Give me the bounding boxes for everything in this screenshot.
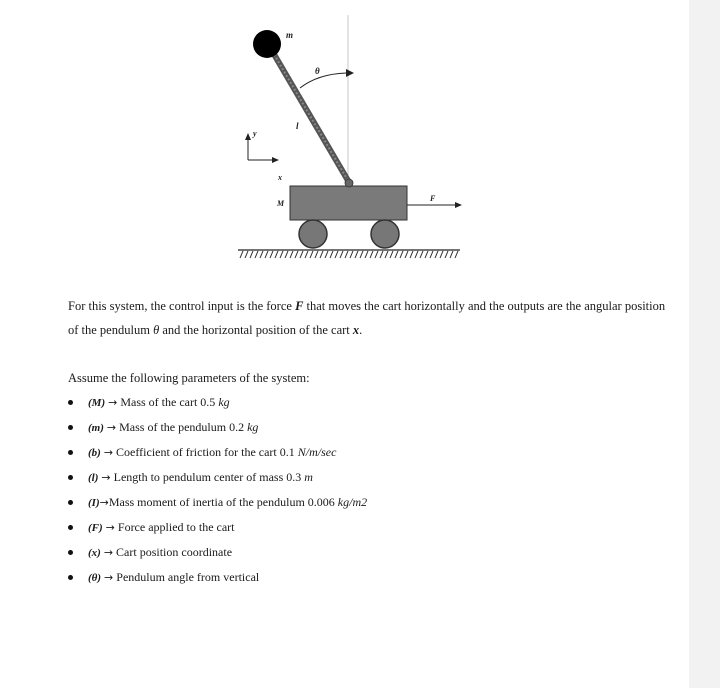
bullet-icon (68, 500, 73, 505)
theta-arc (300, 73, 346, 88)
right-arrow-icon: → (104, 571, 114, 584)
pendulum-mass (253, 30, 281, 58)
cart-body (290, 186, 407, 220)
ground-hatching (240, 251, 458, 258)
right-arrow-icon: → (103, 446, 114, 459)
list-item: (b) → Coefficient of friction for the cart 0.1 N/m/sec (68, 440, 367, 465)
parameter-list (68, 390, 367, 590)
cart-wheel-left (299, 220, 327, 248)
list-item: (F) → Force applied to the cart (68, 515, 367, 540)
x-symbol: x (352, 323, 360, 337)
bullet-icon (68, 475, 73, 480)
list-item: (l) → Length to pendulum center of mass 0.3 m (68, 465, 367, 490)
list-item: (m) → Mass of the pendulum 0.2 kg (68, 415, 367, 440)
pendulum-rod-highlight (268, 44, 350, 184)
right-arrow-icon: → (103, 546, 114, 559)
bullet-icon (68, 550, 73, 555)
label-length: l (296, 121, 299, 131)
label-mass: m (286, 30, 294, 40)
theta-arrowhead (346, 69, 354, 77)
y-axis-arrowhead (245, 133, 251, 140)
force-arrowhead (455, 202, 462, 208)
force-symbol: F (295, 299, 304, 313)
label-force: F (430, 194, 436, 203)
cart-pendulum-figure (0, 0, 720, 280)
right-arrow-icon: → (108, 396, 118, 409)
list-item: (θ) → Pendulum angle from vertical (68, 565, 367, 590)
intro-paragraph: For this system, the control input is the force F that moves the cart horizontally and the outputs are the angular position of the pendulum θ and the horizontal position of the cart x. (68, 299, 666, 337)
label-y-axis: y (253, 129, 257, 138)
bullet-icon (68, 400, 73, 405)
list-item: (x) → Cart position coordinate (68, 540, 367, 565)
right-arrow-icon: → (106, 421, 117, 434)
theta-symbol: θ (153, 323, 160, 337)
label-theta: θ (315, 66, 320, 76)
bullet-icon (68, 450, 73, 455)
pivot-joint (345, 179, 353, 187)
list-item: (I)→Mass moment of inertia of the pendulum 0.006 kg/m2 (68, 490, 367, 515)
right-arrow-icon: → (105, 521, 115, 534)
right-arrow-icon: → (99, 496, 109, 509)
x-axis-arrowhead (272, 157, 279, 163)
label-cart-mass: M (277, 199, 285, 208)
bullet-icon (68, 525, 73, 530)
right-arrow-icon: → (101, 471, 111, 484)
cart-wheel-right (371, 220, 399, 248)
label-x-axis: x (278, 173, 282, 182)
assume-heading: Assume the following parameters of the system: (68, 371, 310, 385)
bullet-icon (68, 575, 73, 580)
bullet-icon (68, 425, 73, 430)
list-item: (M) → Mass of the cart 0.5 kg (68, 390, 367, 415)
